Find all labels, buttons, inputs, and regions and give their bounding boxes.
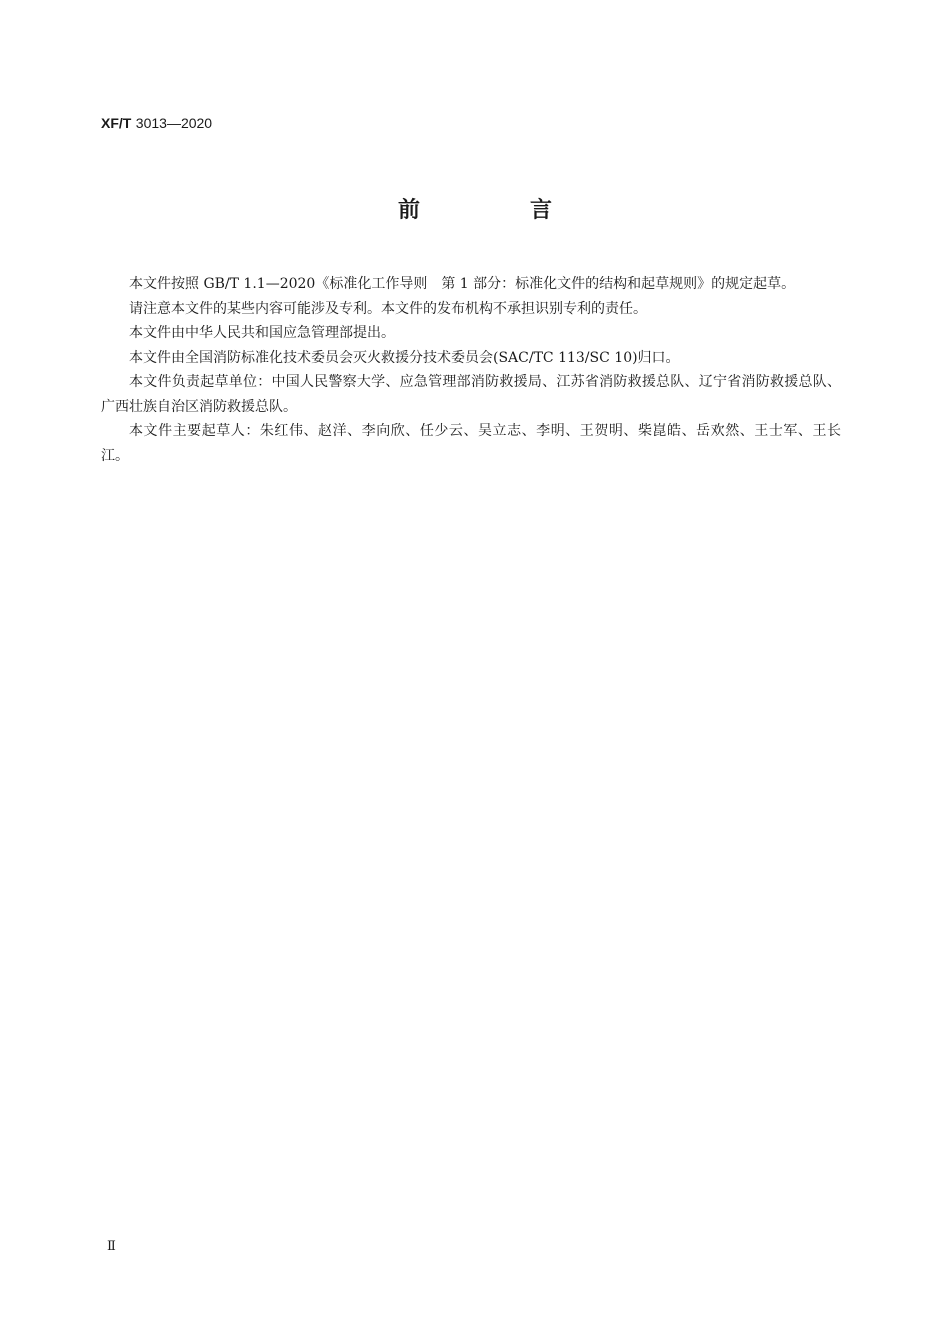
- paragraph-proposer: 本文件由中华人民共和国应急管理部提出。: [129, 325, 395, 341]
- paragraph-drafting-units: 本文件负责起草单位：中国人民警察大学、应急管理部消防救援局、江苏省消防救援总队、辽宁省消防救援总队、广西壮族自治区消防救援总队。: [101, 374, 841, 415]
- standard-code-prefix: XF/T: [101, 115, 132, 131]
- paragraph-committee: 本文件由全国消防标准化技术委员会灭火救援分技术委员会(SAC/TC 113/SC 10)归口。: [129, 349, 680, 366]
- standard-code-number: 3013—2020: [135, 115, 213, 131]
- paragraph-patent-notice: 请注意本文件的某些内容可能涉及专利。本文件的发布机构不承担识别专利的责任。: [129, 300, 647, 317]
- foreword-body: [101, 272, 841, 468]
- page-number: Ⅱ: [107, 1239, 116, 1254]
- page-title: 前 言: [397, 198, 596, 223]
- paragraph-drafters: 本文件主要起草人：朱红伟、赵洋、李向欣、任少云、吴立志、李明、王贺明、柴崑皓、岳欢然、王士军、王长江。: [101, 423, 841, 464]
- paragraph-drafting-rules: 本文件按照 GB/T 1.1—2020《标准化工作导则 第 1 部分：标准化文件的结构和起草规则》的规定起草。: [129, 276, 796, 292]
- standard-code: [101, 114, 212, 133]
